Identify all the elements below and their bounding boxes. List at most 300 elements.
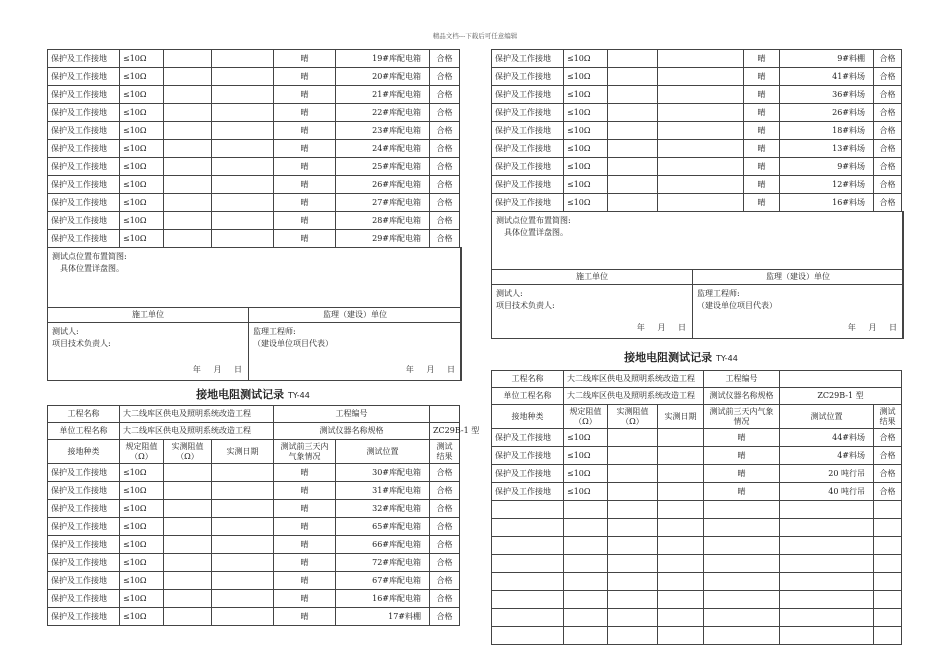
cell-date [212, 176, 274, 194]
empty-cell [704, 609, 780, 627]
cell-spec: ≤10Ω [564, 194, 608, 212]
empty-cell [564, 501, 608, 519]
cell-type: 保护及工作接地 [492, 122, 564, 140]
cell-date [212, 500, 274, 518]
cell-location: 27#库配电箱 [336, 194, 430, 212]
cell-weather: 晴 [274, 554, 336, 572]
cell-weather: 晴 [744, 122, 780, 140]
empty-cell [492, 627, 564, 645]
cell-result: 合格 [430, 518, 460, 536]
cell-date [212, 86, 274, 104]
empty-cell [704, 537, 780, 555]
cell-weather: 晴 [274, 590, 336, 608]
table-row [48, 572, 460, 590]
cell-weather: 晴 [274, 500, 336, 518]
empty-cell [704, 627, 780, 645]
cell-date [212, 68, 274, 86]
cell-location: 9#料场 [780, 158, 874, 176]
cell-measured [164, 122, 212, 140]
cell-result: 合格 [874, 465, 902, 483]
cell-spec: ≤10Ω [120, 176, 164, 194]
cell-date [212, 554, 274, 572]
empty-cell [874, 537, 902, 555]
empty-cell [780, 519, 874, 537]
cell-measured [608, 86, 658, 104]
project-no [430, 406, 460, 423]
cell-location: 29#库配电箱 [336, 230, 430, 248]
cell-date [212, 230, 274, 248]
cell-weather: 晴 [704, 465, 780, 483]
instrument-label: 测试仪器名称规格 [274, 423, 430, 440]
table-row [492, 176, 902, 194]
col-location: 测试位置 [780, 405, 874, 429]
table-row [492, 68, 902, 86]
cell-spec: ≤10Ω [564, 68, 608, 86]
cell-date [212, 122, 274, 140]
cell-type: 保护及工作接地 [48, 68, 120, 86]
col-type: 接地种类 [48, 440, 120, 464]
table-row [48, 194, 460, 212]
cell-type: 保护及工作接地 [48, 176, 120, 194]
cell-spec: ≤10Ω [120, 230, 164, 248]
instrument-label: 测试仪器名称规格 [704, 388, 780, 405]
empty-cell [658, 591, 704, 609]
cell-spec: ≤10Ω [564, 465, 608, 483]
col-result: 测试结果 [430, 440, 460, 464]
col-spec: 规定阻值（Ω） [564, 405, 608, 429]
table-row [48, 230, 460, 248]
table-row [492, 122, 902, 140]
empty-cell [564, 555, 608, 573]
table-row [48, 86, 460, 104]
empty-cell [704, 591, 780, 609]
cell-measured [164, 212, 212, 230]
cell-type: 保护及工作接地 [48, 500, 120, 518]
cell-type: 保护及工作接地 [48, 194, 120, 212]
unit-name-label: 单位工程名称 [492, 388, 564, 405]
cell-weather: 晴 [744, 86, 780, 104]
empty-cell [608, 519, 658, 537]
cell-result: 合格 [430, 86, 460, 104]
cell-spec: ≤10Ω [564, 158, 608, 176]
cell-result: 合格 [430, 176, 460, 194]
cell-result: 合格 [874, 429, 902, 447]
cell-result: 合格 [430, 230, 460, 248]
cell-location: 21#库配电箱 [336, 86, 430, 104]
cell-weather: 晴 [704, 483, 780, 501]
empty-row [492, 555, 902, 573]
cell-weather: 晴 [704, 429, 780, 447]
empty-cell [780, 609, 874, 627]
table-row [48, 590, 460, 608]
cell-date [658, 68, 744, 86]
table-row [48, 500, 460, 518]
cell-type: 保护及工作接地 [492, 50, 564, 68]
cell-location: 20#库配电箱 [336, 68, 430, 86]
cell-type: 保护及工作接地 [48, 482, 120, 500]
construction-unit-label: 施工单位 [492, 270, 693, 285]
table-row [48, 122, 460, 140]
cell-type: 保护及工作接地 [492, 158, 564, 176]
empty-cell [780, 627, 874, 645]
empty-row [492, 573, 902, 591]
empty-cell [874, 609, 902, 627]
empty-cell [658, 555, 704, 573]
cell-measured [164, 158, 212, 176]
cell-result: 合格 [430, 572, 460, 590]
cell-result: 合格 [430, 68, 460, 86]
cell-result: 合格 [430, 158, 460, 176]
cell-weather: 晴 [274, 104, 336, 122]
cell-date [212, 212, 274, 230]
empty-row [492, 609, 902, 627]
cell-type: 保护及工作接地 [48, 536, 120, 554]
record-header-left [47, 405, 480, 626]
cell-spec: ≤10Ω [564, 122, 608, 140]
cell-weather: 晴 [744, 194, 780, 212]
cell-measured [164, 176, 212, 194]
cell-date [658, 465, 704, 483]
empty-cell [704, 573, 780, 591]
cell-result: 合格 [430, 554, 460, 572]
cell-location: 22#库配电箱 [336, 104, 430, 122]
project-no-label: 工程编号 [274, 406, 430, 423]
supervision-sign: 监理工程师: （建设单位项目代表） 年 月 日 [249, 323, 462, 381]
cell-result: 合格 [874, 483, 902, 501]
cell-date [658, 429, 704, 447]
cell-result: 合格 [430, 122, 460, 140]
table-row [48, 536, 460, 554]
construction-sign: 测试人: 项目技术负责人: 年 月 日 [492, 285, 693, 339]
cell-result: 合格 [430, 104, 460, 122]
col-date: 实测日期 [658, 405, 704, 429]
empty-cell [780, 537, 874, 555]
cell-weather: 晴 [704, 447, 780, 465]
cell-type: 保护及工作接地 [48, 590, 120, 608]
cell-spec: ≤10Ω [120, 104, 164, 122]
empty-cell [704, 519, 780, 537]
cell-type: 保护及工作接地 [48, 122, 120, 140]
cell-spec: ≤10Ω [120, 572, 164, 590]
empty-row [492, 627, 902, 645]
col-result: 测试结果 [874, 405, 902, 429]
unit-name-label: 单位工程名称 [48, 423, 120, 440]
empty-cell [874, 591, 902, 609]
cell-weather: 晴 [274, 176, 336, 194]
construction-sign: 测试人: 项目技术负责人: 年 月 日 [48, 323, 249, 381]
cell-date [212, 608, 274, 626]
cell-spec: ≤10Ω [120, 50, 164, 68]
cell-result: 合格 [874, 140, 902, 158]
col-measured: 实测阻值（Ω） [164, 440, 212, 464]
cell-spec: ≤10Ω [564, 50, 608, 68]
cell-weather: 晴 [274, 50, 336, 68]
cell-location: 16#料场 [780, 194, 874, 212]
empty-cell [874, 501, 902, 519]
col-date: 实测日期 [212, 440, 274, 464]
supervision-unit-label: 监理（建设）单位 [693, 270, 904, 285]
cell-result: 合格 [430, 482, 460, 500]
cell-type: 保护及工作接地 [48, 464, 120, 482]
empty-cell [564, 537, 608, 555]
col-spec: 规定阻值（Ω） [120, 440, 164, 464]
empty-cell [608, 591, 658, 609]
cell-measured [164, 104, 212, 122]
table-row [48, 482, 460, 500]
record-header-right [491, 370, 902, 645]
cell-spec: ≤10Ω [564, 104, 608, 122]
cell-measured [164, 482, 212, 500]
cell-date [212, 140, 274, 158]
empty-cell [874, 627, 902, 645]
cell-measured [608, 176, 658, 194]
cell-date [658, 50, 744, 68]
cell-spec: ≤10Ω [120, 68, 164, 86]
cell-measured [164, 590, 212, 608]
table-row [492, 104, 902, 122]
table-row [492, 50, 902, 68]
supervision-sign: 监理工程师: （建设单位项目代表） 年 月 日 [693, 285, 904, 339]
empty-cell [780, 501, 874, 519]
cell-date [212, 536, 274, 554]
cell-measured [164, 608, 212, 626]
instrument: ZC29B-1 型 [780, 388, 902, 405]
cell-date [658, 86, 744, 104]
empty-cell [564, 573, 608, 591]
cell-date [658, 483, 704, 501]
cell-date [212, 482, 274, 500]
cell-result: 合格 [874, 50, 902, 68]
table-row [48, 50, 460, 68]
cell-measured [164, 500, 212, 518]
cell-weather: 晴 [274, 194, 336, 212]
layout-notes: 测试点位置布置简图: 具体位置详盘图。 [48, 248, 462, 308]
instrument: ZC29B-1 型 [430, 423, 460, 440]
cell-type: 保护及工作接地 [48, 554, 120, 572]
cell-location: 26#料场 [780, 104, 874, 122]
empty-cell [704, 501, 780, 519]
empty-cell [492, 591, 564, 609]
cell-type: 保护及工作接地 [48, 86, 120, 104]
table-row [48, 68, 460, 86]
table-row [48, 608, 460, 626]
construction-unit-label: 施工单位 [48, 308, 249, 323]
record-title-left: 接地电阻测试记录 TY-44 [196, 388, 310, 401]
cell-measured [164, 464, 212, 482]
empty-cell [658, 537, 704, 555]
cell-result: 合格 [874, 68, 902, 86]
cell-location: 30#库配电箱 [336, 464, 430, 482]
table-row [48, 158, 460, 176]
cell-result: 合格 [430, 608, 460, 626]
cell-type: 保护及工作接地 [492, 176, 564, 194]
empty-row [492, 537, 902, 555]
cell-measured [608, 483, 658, 501]
cell-weather: 晴 [274, 158, 336, 176]
cell-type: 保护及工作接地 [48, 212, 120, 230]
cell-weather: 晴 [744, 158, 780, 176]
cell-location: 26#库配电箱 [336, 176, 430, 194]
cell-spec: ≤10Ω [120, 590, 164, 608]
empty-cell [874, 519, 902, 537]
cell-weather: 晴 [274, 140, 336, 158]
cell-type: 保护及工作接地 [48, 608, 120, 626]
cell-location: 28#库配电箱 [336, 212, 430, 230]
cell-location: 23#库配电箱 [336, 122, 430, 140]
empty-cell [658, 609, 704, 627]
table-row [48, 464, 460, 482]
empty-cell [608, 609, 658, 627]
cell-weather: 晴 [274, 212, 336, 230]
cell-measured [164, 68, 212, 86]
table-row [48, 140, 460, 158]
empty-cell [780, 573, 874, 591]
top-right-table [491, 49, 902, 212]
cell-location: 44#料场 [780, 429, 874, 447]
empty-cell [492, 537, 564, 555]
cell-type: 保护及工作接地 [492, 86, 564, 104]
empty-row [492, 591, 902, 609]
empty-cell [658, 573, 704, 591]
project-name-label: 工程名称 [48, 406, 120, 423]
cell-location: 24#库配电箱 [336, 140, 430, 158]
cell-weather: 晴 [274, 608, 336, 626]
cell-weather: 晴 [744, 50, 780, 68]
col-type: 接地种类 [492, 405, 564, 429]
cell-result: 合格 [874, 86, 902, 104]
project-name-label: 工程名称 [492, 371, 564, 388]
cell-date [658, 122, 744, 140]
cell-measured [164, 230, 212, 248]
cell-weather: 晴 [274, 230, 336, 248]
cell-date [658, 176, 744, 194]
cell-measured [164, 536, 212, 554]
table-row [48, 518, 460, 536]
cell-result: 合格 [430, 590, 460, 608]
table-row [492, 447, 902, 465]
cell-measured [164, 194, 212, 212]
top-right-notes-box [491, 211, 903, 339]
empty-cell [492, 501, 564, 519]
cell-spec: ≤10Ω [120, 140, 164, 158]
cell-spec: ≤10Ω [564, 429, 608, 447]
empty-cell [658, 627, 704, 645]
cell-result: 合格 [874, 122, 902, 140]
cell-result: 合格 [874, 447, 902, 465]
supervision-unit-label: 监理（建设）单位 [249, 308, 462, 323]
cell-location: 65#库配电箱 [336, 518, 430, 536]
cell-measured [164, 86, 212, 104]
cell-date [658, 104, 744, 122]
empty-cell [658, 501, 704, 519]
empty-cell [608, 573, 658, 591]
cell-weather: 晴 [744, 68, 780, 86]
empty-cell [658, 519, 704, 537]
col-location: 测试位置 [336, 440, 430, 464]
cell-location: 18#料场 [780, 122, 874, 140]
cell-result: 合格 [874, 104, 902, 122]
cell-date [212, 194, 274, 212]
cell-location: 16#库配电箱 [336, 590, 430, 608]
cell-date [212, 572, 274, 590]
empty-cell [608, 537, 658, 555]
cell-date [658, 194, 744, 212]
table-row [48, 212, 460, 230]
empty-cell [564, 519, 608, 537]
cell-spec: ≤10Ω [120, 608, 164, 626]
cell-measured [608, 50, 658, 68]
cell-type: 保护及工作接地 [492, 429, 564, 447]
table-row [492, 158, 902, 176]
empty-cell [874, 555, 902, 573]
cell-type: 保护及工作接地 [492, 447, 564, 465]
cell-measured [164, 140, 212, 158]
cell-measured [608, 158, 658, 176]
cell-location: 72#库配电箱 [336, 554, 430, 572]
cell-date [658, 447, 704, 465]
cell-location: 25#库配电箱 [336, 158, 430, 176]
cell-weather: 晴 [274, 464, 336, 482]
cell-result: 合格 [430, 500, 460, 518]
cell-spec: ≤10Ω [120, 86, 164, 104]
cell-weather: 晴 [744, 176, 780, 194]
cell-weather: 晴 [744, 104, 780, 122]
project-name: 大二线库区供电及照明系统改造工程 [120, 406, 274, 423]
cell-measured [164, 554, 212, 572]
table-row [492, 86, 902, 104]
cell-spec: ≤10Ω [564, 86, 608, 104]
cell-measured [164, 518, 212, 536]
cell-date [212, 590, 274, 608]
cell-spec: ≤10Ω [564, 483, 608, 501]
cell-measured [608, 465, 658, 483]
cell-type: 保护及工作接地 [492, 194, 564, 212]
cell-date [212, 50, 274, 68]
cell-location: 17#料棚 [336, 608, 430, 626]
cell-location: 67#库配电箱 [336, 572, 430, 590]
cell-spec: ≤10Ω [564, 447, 608, 465]
cell-type: 保护及工作接地 [48, 518, 120, 536]
project-no [780, 371, 902, 388]
table-row [48, 554, 460, 572]
table-row [492, 429, 902, 447]
cell-type: 保护及工作接地 [48, 140, 120, 158]
empty-row [492, 519, 902, 537]
cell-weather: 晴 [274, 536, 336, 554]
project-name: 大二线库区供电及照明系统改造工程 [564, 371, 704, 388]
cell-type: 保护及工作接地 [48, 572, 120, 590]
cell-type: 保护及工作接地 [48, 50, 120, 68]
cell-result: 合格 [874, 194, 902, 212]
empty-cell [608, 501, 658, 519]
cell-spec: ≤10Ω [120, 122, 164, 140]
empty-cell [608, 555, 658, 573]
cell-measured [608, 447, 658, 465]
cell-location: 41#料场 [780, 68, 874, 86]
top-left-table [47, 49, 460, 248]
col-weather: 测试前三天内气象情况 [274, 440, 336, 464]
empty-cell [780, 555, 874, 573]
cell-weather: 晴 [274, 122, 336, 140]
empty-cell [492, 519, 564, 537]
top-left-notes-box [47, 247, 461, 381]
cell-date [212, 464, 274, 482]
cell-date [658, 140, 744, 158]
record-title-right: 接地电阻测试记录 TY-44 [624, 351, 738, 364]
table-row [492, 140, 902, 158]
empty-cell [492, 555, 564, 573]
cell-result: 合格 [430, 212, 460, 230]
